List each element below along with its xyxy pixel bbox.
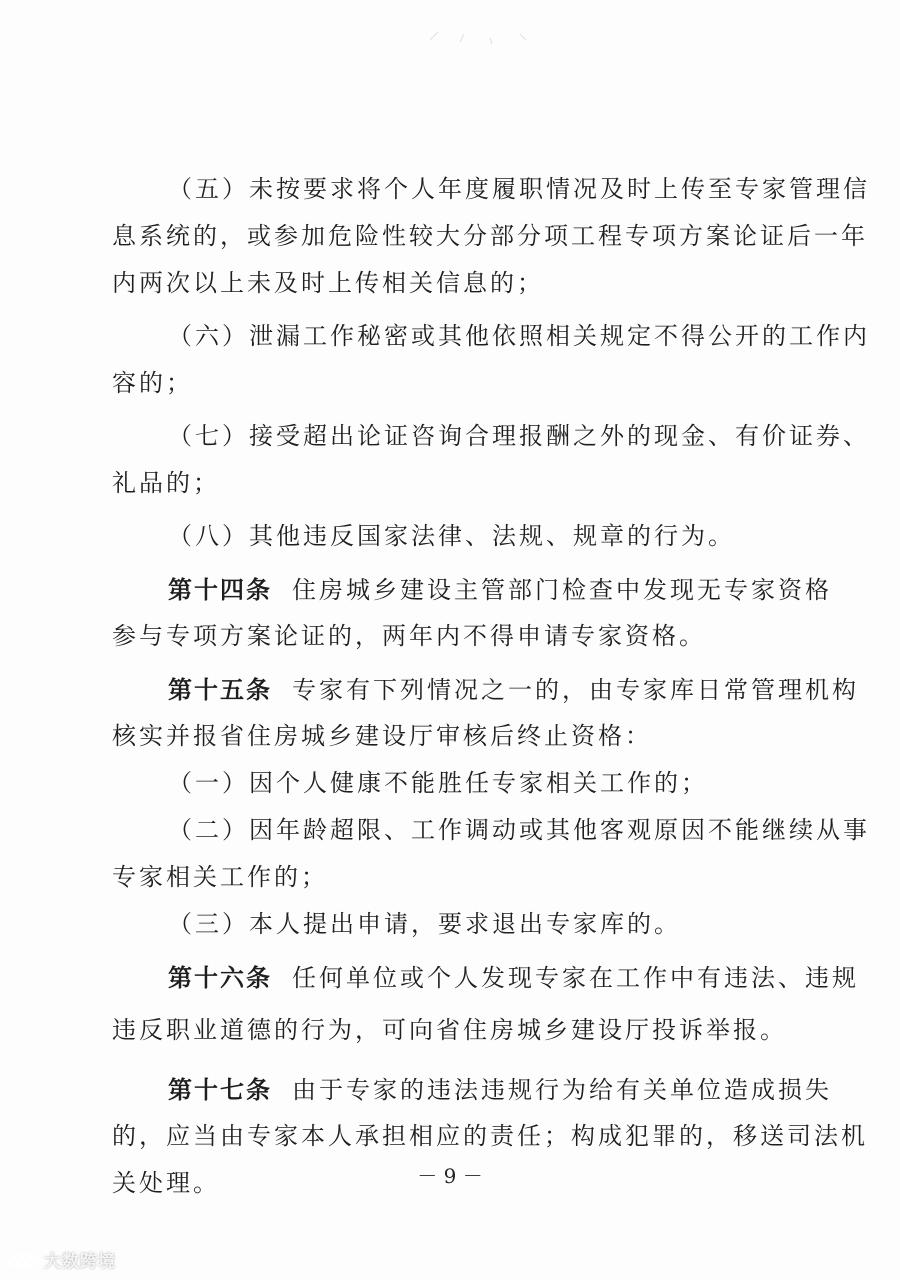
- list-item: （一）因个人健康不能胜任专家相关工作的；: [168, 769, 708, 797]
- paragraph-line: 核实并报省住房城乡建设厅审核后终止资格：: [112, 722, 652, 750]
- article-text: 任何单位或个人发现专家在工作中有违法、违规: [292, 964, 859, 992]
- list-item: 专家相关工作的；: [112, 863, 328, 891]
- article-label: 第十四条: [168, 575, 272, 604]
- paragraph-line: （五）未按要求将个人年度履职情况及时上传至专家管理信: [168, 175, 870, 203]
- list-item: （三）本人提出申请，要求退出专家库的。: [168, 910, 681, 938]
- document-body: [112, 166, 870, 1207]
- cloud-logo-icon: [6, 1249, 40, 1271]
- article-label: 第十五条: [168, 675, 272, 704]
- paragraph-line: （八）其他违反国家法律、法规、规章的行为。: [168, 522, 735, 550]
- paragraph-line: 参与专项方案论证的，两年内不得申请专家资格。: [112, 622, 706, 650]
- paragraph-line: （七）接受超出论证咨询合理报酬之外的现金、有价证券、: [168, 422, 870, 450]
- article-14-line: [112, 566, 832, 613]
- article-label: 第十六条: [168, 963, 272, 992]
- page-number: － 9 －: [417, 1164, 483, 1188]
- list-item: （二）因年龄超限、工作调动或其他客观原因不能继续从事: [168, 816, 870, 844]
- article-15-line: [112, 666, 859, 713]
- article-text: 专家有下列情况之一的，由专家库日常管理机构: [292, 676, 859, 704]
- paragraph-line: 的，应当由专家本人承担相应的责任；构成犯罪的，移送司法机: [112, 1122, 868, 1150]
- article-17-line: [112, 1066, 832, 1113]
- article-label: 第十七条: [168, 1075, 272, 1104]
- paragraph-line: 违反职业道德的行为，可向省住房城乡建设厅投诉举报。: [112, 1016, 787, 1044]
- paragraph-line: 容的；: [112, 369, 193, 397]
- article-16-line: [112, 954, 859, 1001]
- watermark: [6, 1247, 116, 1272]
- article-text: 由于专家的违法违规行为给有关单位造成损失: [292, 1076, 832, 1104]
- paragraph-line: 内两次以上未及时上传相关信息的；: [112, 269, 544, 297]
- paragraph-line: 关处理。: [112, 1169, 220, 1197]
- watermark-text: 大数跨境: [44, 1252, 116, 1272]
- article-text: 住房城乡建设主管部门检查中发现无专家资格: [292, 576, 832, 604]
- paragraph-line: 礼品的；: [112, 469, 220, 497]
- paragraph-line: （六）泄漏工作秘密或其他依照相关规定不得公开的工作内: [168, 322, 870, 350]
- paragraph-line: 息系统的，或参加危险性较大分部分项工程专项方案论证后一年: [112, 222, 868, 250]
- scan-artifact-icon: [420, 22, 560, 52]
